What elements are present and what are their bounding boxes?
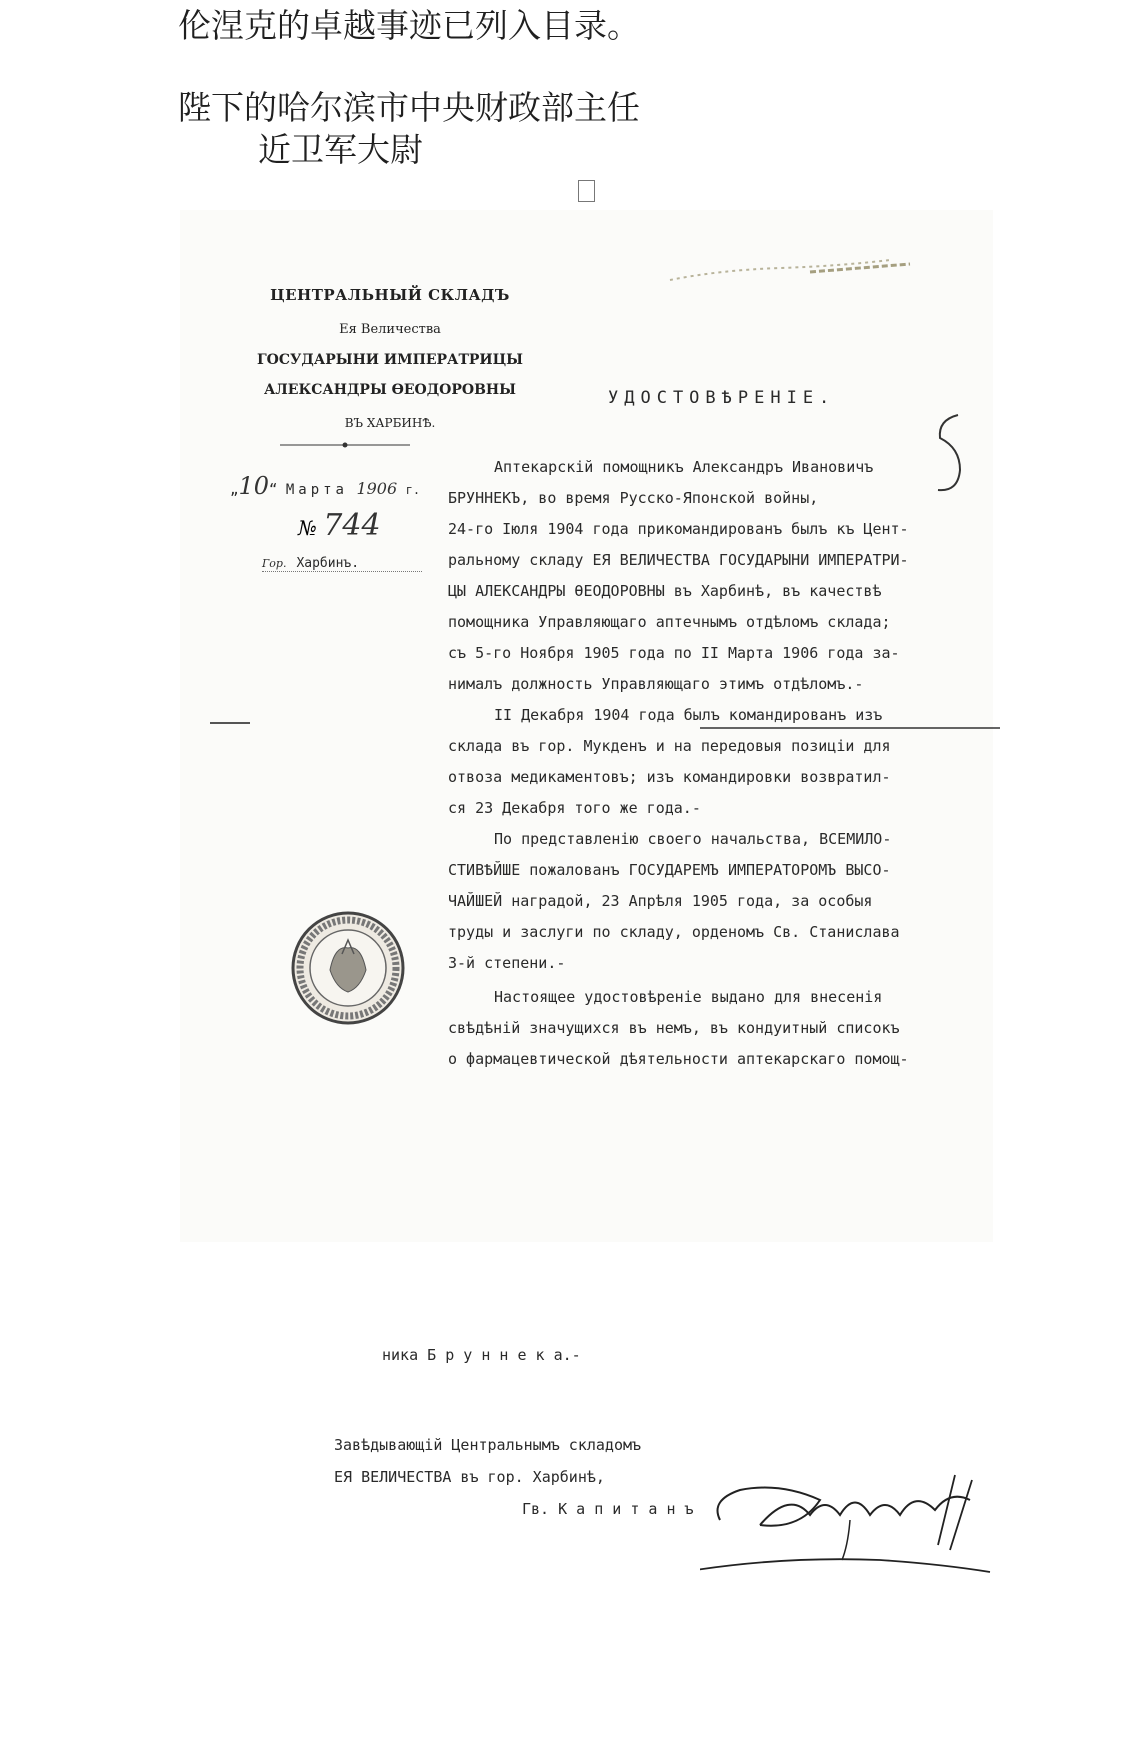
signer-line-2: ЕЯ ВЕЛИЧЕСТВА въ гор. Харбинѣ, <box>334 1468 605 1486</box>
date-suffix: г. <box>405 483 421 497</box>
paragraph-3-line: ЧАЙШЕЙ наградой, 23 Апрѣля 1905 года, за особыя <box>448 892 873 910</box>
paragraph-2 <box>448 700 1008 824</box>
continuation-text: ника Б р у н н е к а.- <box>382 1346 581 1364</box>
paragraph-1-line: 24-го Іюля 1904 года прикомандированъ былъ къ Цент- <box>448 520 909 538</box>
org-name-line-1: ЦЕНТРАЛЬНЫЙ СКЛАДЪ <box>270 286 510 304</box>
document-number: № 744 <box>298 508 381 543</box>
paper-stain-marks <box>660 250 960 290</box>
paragraph-1-line: нималъ должность Управляющаго этимъ отдѣломъ.- <box>448 675 864 693</box>
paragraph-1-line: ральному складу ЕЯ ВЕЛИЧЕСТВА ГОСУДАРЫНИ ИМПЕРАТРИ- <box>448 551 909 569</box>
paragraph-2-line: отвоза медикаментовъ; изъ командировки возвратил- <box>448 768 891 786</box>
missing-glyph-box <box>578 180 595 202</box>
caption-line-2: 陛下的哈尔滨市中央财政部主任 <box>178 88 640 127</box>
document-number-value: 744 <box>323 508 381 543</box>
paragraph-3 <box>448 824 1008 979</box>
paragraph-2-line: склада въ гор. Мукденъ и на передовыя позиціи для <box>448 737 891 755</box>
paragraph-4-line: Настоящее удостовѣреніе выдано для внесенія <box>494 988 883 1006</box>
official-seal-stamp <box>290 910 406 1026</box>
paragraph-2-line: ся 23 Декабря того же года.- <box>448 799 701 817</box>
paragraph-1 <box>448 452 1008 700</box>
paragraph-2-line: II Декабря 1904 года былъ командированъ изъ <box>494 706 883 724</box>
paragraph-4-line: о фармацевтической дѣятельности аптекарскаго помощ- <box>448 1050 909 1068</box>
date-month: Марта <box>285 482 348 498</box>
paragraph-3-line: 3-й степени.- <box>448 954 566 972</box>
org-name-line-3: ГОСУДАРЫНИ ИМПЕРАТРИЦЫ <box>257 352 523 368</box>
document-city <box>262 556 422 572</box>
margin-dash <box>210 722 250 724</box>
org-name-line-4: АЛЕКСАНДРЫ ѲЕОДОРОВНЫ <box>264 382 516 398</box>
caption-line-1: 伦涅克的卓越事迹已列入目录。 <box>178 6 640 45</box>
document-title: УДОСТОВѢРЕНІЕ. <box>608 388 836 408</box>
city-label: Гор. <box>262 557 287 570</box>
date-year: 1906 <box>356 479 398 498</box>
date-day: 10 <box>238 472 269 500</box>
document-date: „10“ Марта 1906 г. <box>230 472 421 500</box>
paragraph-1-line: помощника Управляющаго аптечнымъ отдѣломъ склада; <box>448 613 891 631</box>
caption-line-3: 近卫军大尉 <box>258 130 423 169</box>
org-name-line-2: Ея Величества <box>339 322 441 337</box>
paragraph-4 <box>448 982 1008 1075</box>
paragraph-1-line: Аптекарскій помощникъ Александръ Ивановичъ <box>494 458 874 476</box>
city-value: Харбинъ. <box>296 556 360 571</box>
paragraph-3-line: По представленію своего начальства, ВСЕМИЛО- <box>494 830 892 848</box>
org-name-line-5: ВЪ ХАРБИНѢ. <box>344 416 436 430</box>
paragraph-3-line: труды и заслуги по складу, орденомъ Св. Станислава <box>448 923 900 941</box>
header-ornament <box>280 442 410 448</box>
paragraph-3-line: СТИВѢЙШЕ пожалованъ ГОСУДАРЕМЪ ИМПЕРАТОРОМЪ ВЫСО- <box>448 861 891 879</box>
paragraph-1-line: БРУННЕКЪ, во время Русско-Японской войны, <box>448 489 819 507</box>
handwritten-signature <box>700 1460 1000 1610</box>
scanned-document <box>180 210 993 1242</box>
signer-rank: Гв. К а п и т а н ъ <box>522 1500 694 1518</box>
paragraph-1-line: съ 5-го Ноября 1905 года по II Марта 1906 года за- <box>448 644 900 662</box>
paragraph-4-line: свѣдѣній значущихся въ немъ, въ кондуитный списокъ <box>448 1019 900 1037</box>
signer-line-1: Завѣдывающій Центральнымъ складомъ <box>334 1436 642 1454</box>
paragraph-1-line: ЦЫ АЛЕКСАНДРЫ ѲЕОДОРОВНЫ въ Харбинѣ, въ качествѣ <box>448 582 882 600</box>
